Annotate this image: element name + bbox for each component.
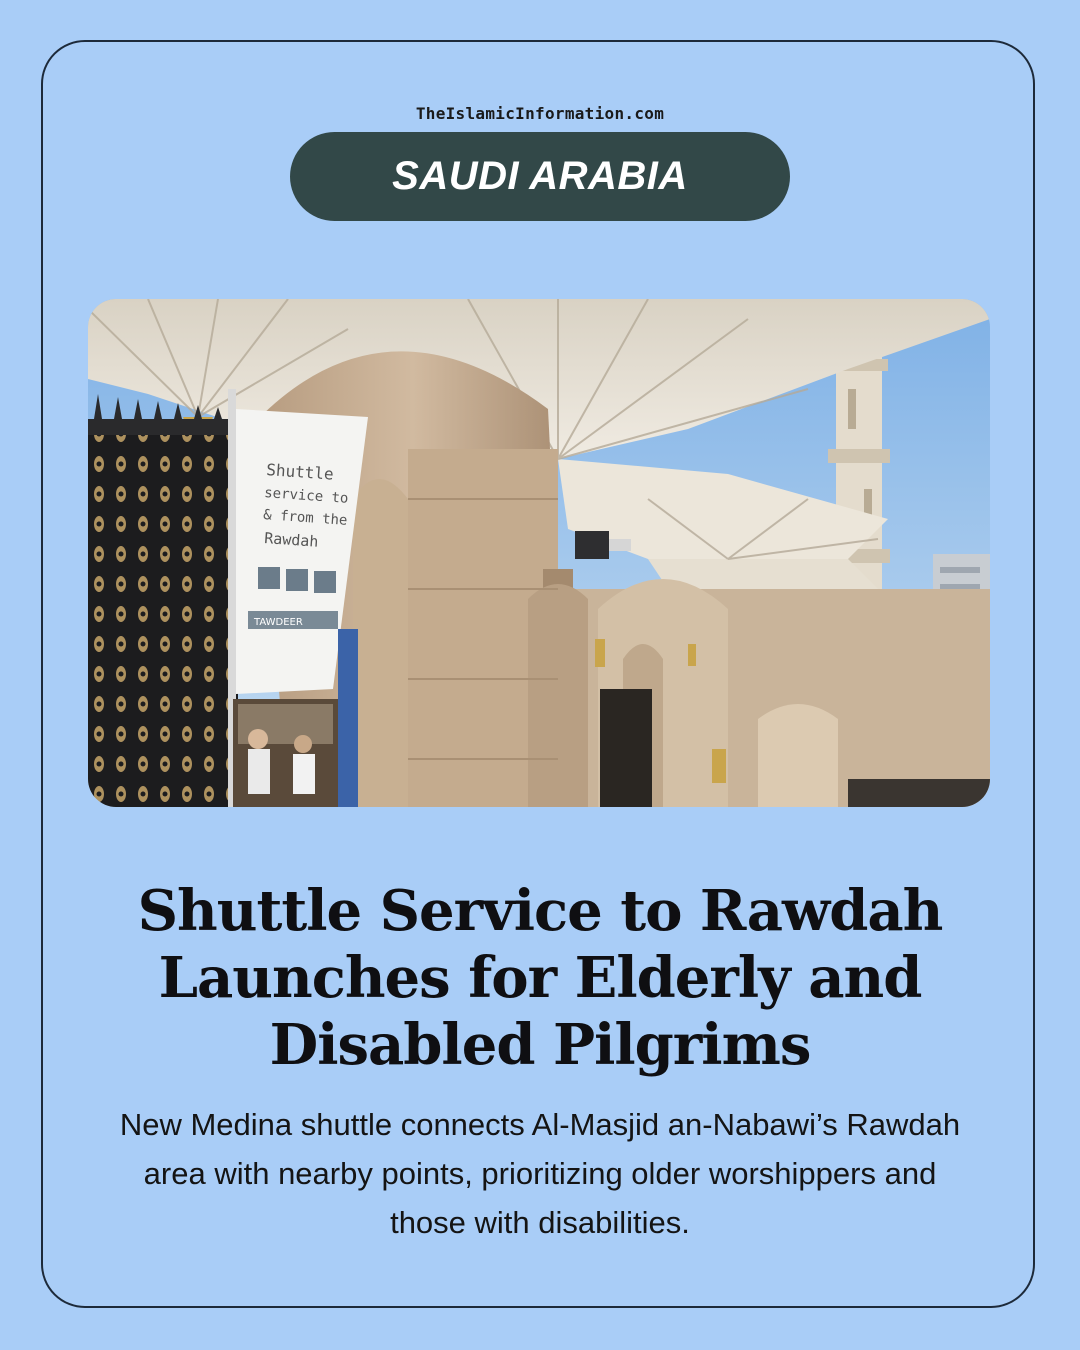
banner-footer: TAWDEER	[254, 617, 303, 628]
site-name: TheIslamicInformation.com	[415, 104, 665, 123]
banner-line-4: Rawdah	[263, 529, 320, 551]
headline: Shuttle Service to Rawdah Launches for Elderly and Disabled Pilgrims	[137, 878, 943, 1078]
banner-line-1: Shuttle	[265, 460, 335, 484]
summary: New Medina shuttle connects Al-Masjid an-Nabawi’s Rawdah area with nearby points, prioritizing older worshippers and those with disabilities.	[119, 1107, 961, 1240]
banner-line-2: service to	[263, 485, 349, 507]
banner-photo	[233, 699, 338, 807]
banner-line-3: & from the	[262, 507, 348, 529]
category-badge: SAUDI ARABIA	[290, 132, 790, 221]
iron-gate	[88, 394, 238, 807]
article-photo	[88, 299, 990, 807]
